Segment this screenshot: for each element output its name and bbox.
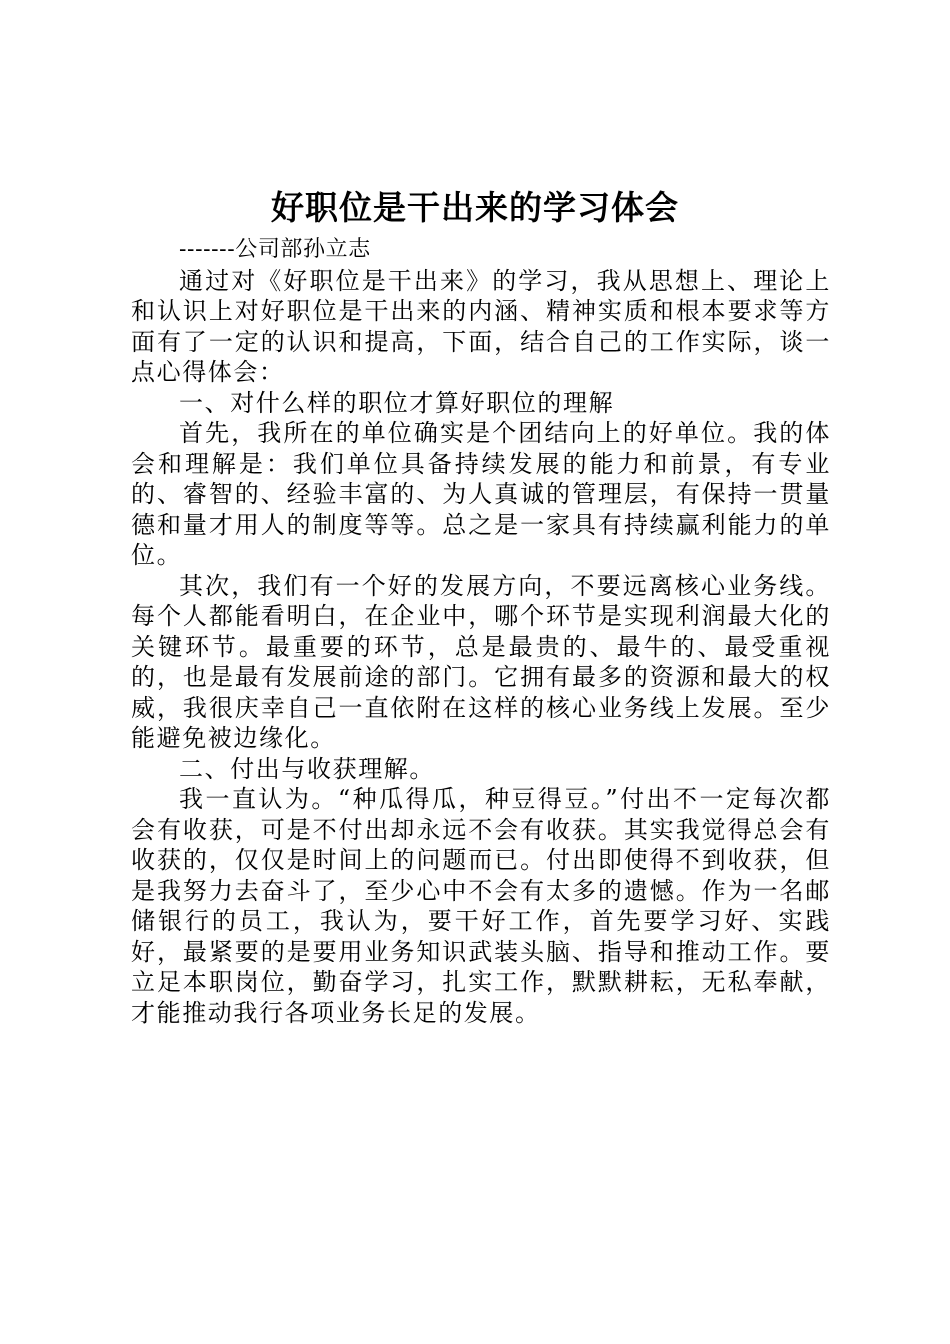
section-heading-1: 一、对什么样的职位才算好职位的理解: [179, 388, 615, 417]
paragraph-intro: 通过对《好职位是干出来》的学习，我从思想上、理论上和认识上对好职位是干出来的内涵、精神实质和根本要求等方面有了一定的认识和提高，下面，结合自己的工作实际，谈一点心得体会：: [131, 266, 831, 386]
paragraph-third: 我一直认为。“种瓜得瓜，种豆得豆。”付出不一定每次都会有收获，可是不付出却永远不会有收获。其实我觉得总会有收获的，仅仅是时间上的问题而已。付出即使得不到收获，但是我努力去奋斗了，至少心中不会有太多的遗憾。作为一名邮储银行的员工，我认为，要干好工作，首先要学习好、实践好，最紧要的是要用业务知识武装头脑、指导和推动工作。要立足本职岗位，勤奋学习，扎实工作，默默耕耘，无私奉献，才能推动我行各项业务长足的发展。: [131, 785, 831, 1027]
author-line: -------公司部孙立志: [179, 237, 371, 262]
paragraph-first: 首先，我所在的单位确实是个团结向上的好单位。我的体会和理解是：我们单位具备持续发展的能力和前景，有专业的、睿智的、经验丰富的、为人真诚的管理层，有保持一贯量德和量才用人的制度等等。总之是一家具有持续赢利能力的单位。: [131, 419, 831, 569]
section-heading-2: 二、付出与收获理解。: [179, 754, 435, 783]
paragraph-second: 其次，我们有一个好的发展方向，不要远离核心业务线。每个人都能看明白，在企业中，哪个环节是实现利润最大化的关键环节。最重要的环节，总是最贵的、最牛的、最受重视的，也是最有发展前途的部门。它拥有最多的资源和最大的权威，我很庆幸自己一直依附在这样的核心业务线上发展。至少能避免被边缘化。: [131, 571, 831, 752]
document-title: 好职位是干出来的学习体会: [271, 188, 679, 227]
document-body: [131, 235, 831, 1028]
